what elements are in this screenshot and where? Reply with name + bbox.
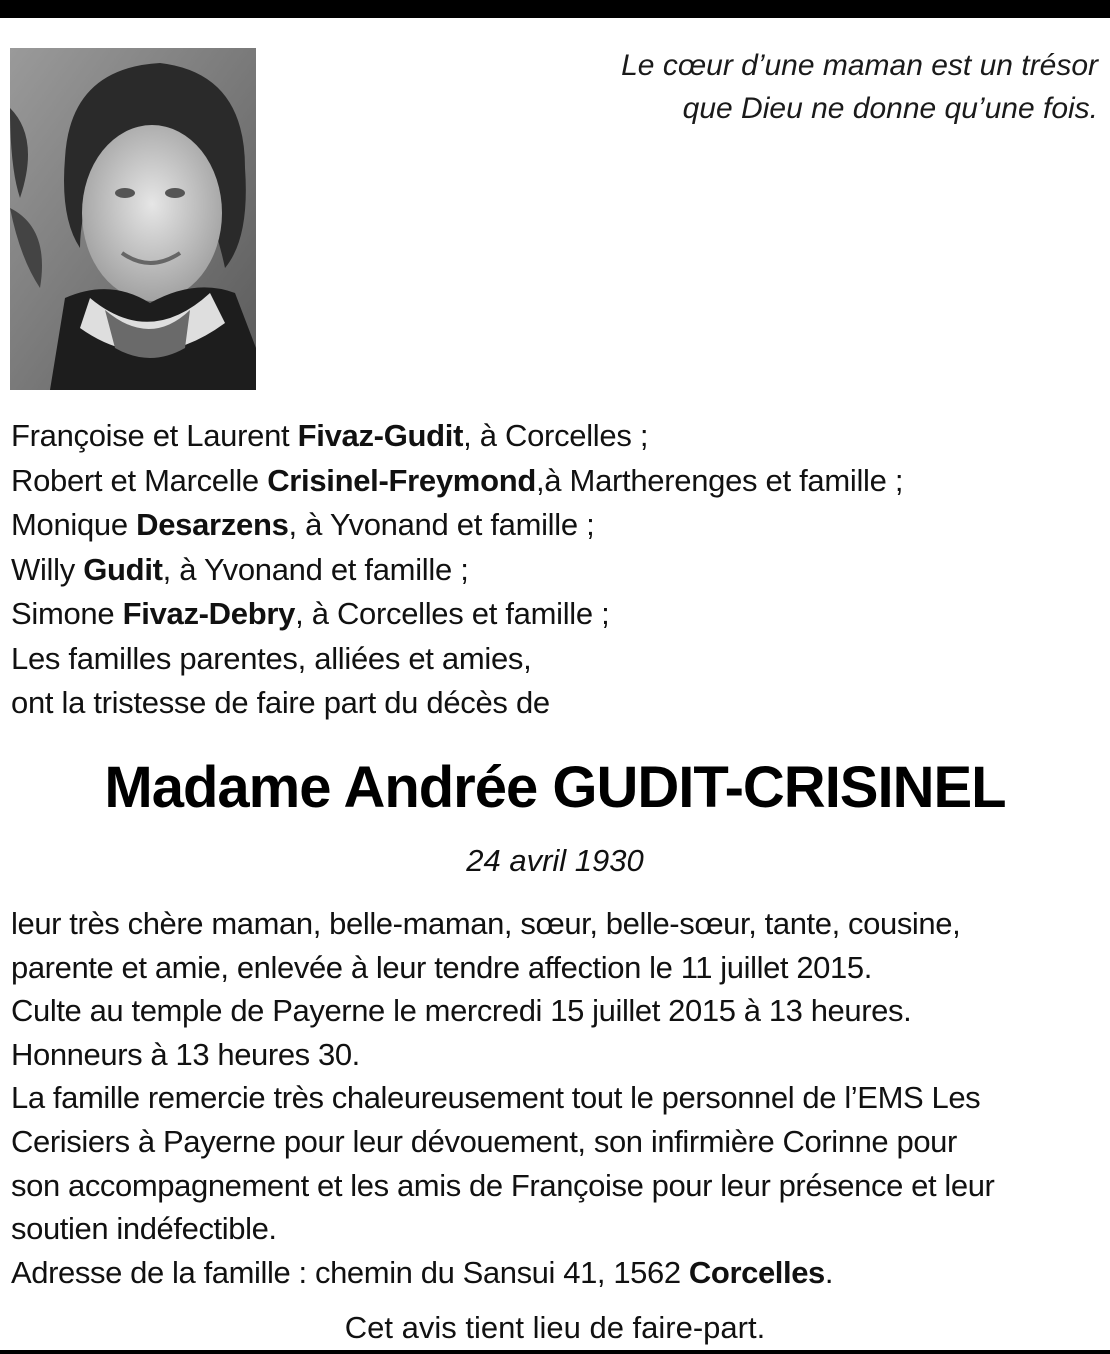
body-line: son accompagnement et les amis de Françoise pour leur présence et leur <box>11 1167 995 1203</box>
body-line: Honneurs à 13 heures 30. <box>11 1036 360 1072</box>
quote-line-1: Le cœur d’une maman est un trésor <box>621 49 1098 82</box>
family-line <box>11 592 1101 637</box>
body-line: La famille remercie très chaleureusement tout le personnel de l’EMS Les <box>11 1080 981 1116</box>
top-rule <box>0 0 1110 18</box>
family-line-text: , à Yvonand et famille ; <box>162 551 469 587</box>
family-list <box>11 414 1101 726</box>
body-line: Cerisiers à Payerne pour leur dévouement, son infirmière Corinne pour <box>11 1123 957 1159</box>
family-line-text: , à Yvonand et famille ; <box>288 507 595 542</box>
family-surname: Crisinel-Freymond <box>267 462 536 498</box>
address-text: Adresse de la famille : chemin du Sansui 41, 1562 <box>11 1254 689 1290</box>
bottom-rule <box>0 1350 1110 1354</box>
footer-note: Cet avis tient lieu de faire-part. <box>344 1310 766 1345</box>
family-address <box>11 1251 1101 1295</box>
family-line-text: , à Corcelles et famille ; <box>295 596 610 631</box>
family-line <box>11 414 1101 459</box>
body-line: parente et amie, enlevée à leur tendre affection le 11 juillet 2015. <box>11 949 872 985</box>
family-line-text: ,à Martherenges et famille ; <box>535 462 904 498</box>
family-line <box>11 681 1101 726</box>
family-line-text: Robert et Marcelle <box>11 462 268 498</box>
family-line <box>11 637 1101 682</box>
family-line-text: Monique <box>11 507 137 542</box>
family-line-text: Françoise et Laurent <box>11 418 298 453</box>
birth-date: 24 avril 1930 <box>466 843 644 878</box>
family-surname: Fivaz-Debry <box>122 596 296 631</box>
address-text: . <box>824 1254 834 1290</box>
family-line <box>11 459 1101 504</box>
family-line <box>11 503 1101 548</box>
family-surname: Fivaz-Gudit <box>297 418 464 453</box>
family-line-text: Willy <box>11 551 84 587</box>
family-line-text: , à Corcelles ; <box>463 418 649 453</box>
family-line <box>11 548 1101 593</box>
deceased-name: Madame Andrée GUDIT-CRISINEL <box>104 755 1006 820</box>
address-town: Corcelles <box>688 1254 825 1290</box>
body-line: leur très chère maman, belle-maman, sœur, belle-sœur, tante, cousine, <box>11 906 961 941</box>
announcement-body <box>11 902 1101 1294</box>
family-surname: Gudit <box>83 551 163 587</box>
epigraph-quote <box>478 44 1098 130</box>
body-line: soutien indéfectible. <box>11 1211 277 1247</box>
portrait-photo <box>10 48 256 390</box>
family-line-text: ont la tristesse de faire part du décès de <box>11 685 550 720</box>
family-surname: Desarzens <box>136 507 289 542</box>
body-line: Culte au temple de Payerne le mercredi 15 juillet 2015 à 13 heures. <box>11 993 912 1029</box>
portrait-photo-image <box>10 48 256 390</box>
quote-line-2: que Dieu ne donne qu’une fois. <box>682 92 1098 125</box>
family-line-text: Simone <box>11 596 123 631</box>
family-line-text: Les familles parentes, alliées et amies, <box>11 640 532 676</box>
